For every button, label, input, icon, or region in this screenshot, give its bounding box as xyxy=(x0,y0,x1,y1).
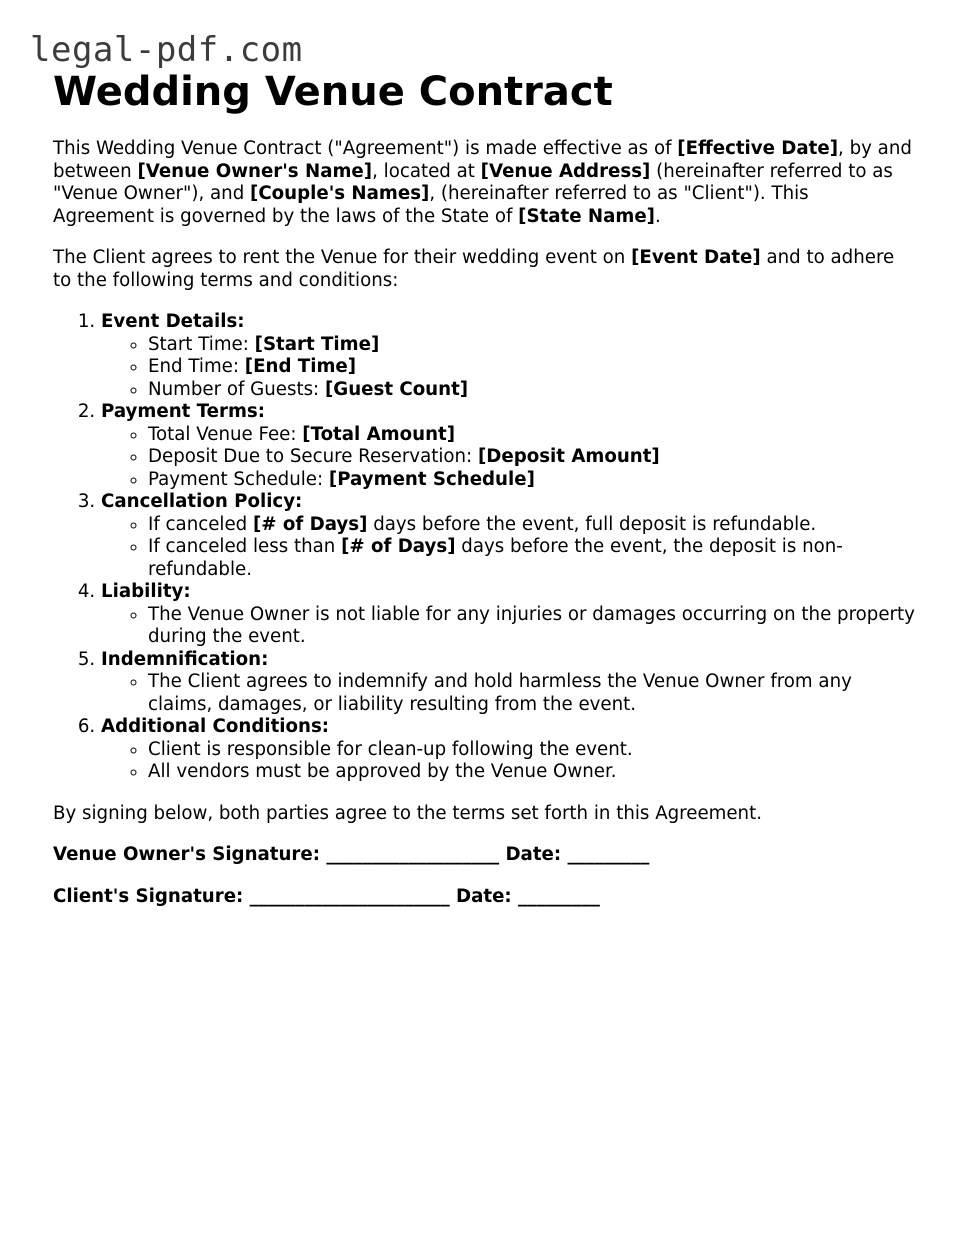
event-date-placeholder: [Event Date] xyxy=(631,247,761,268)
sub-list xyxy=(101,514,915,582)
list-item: ◦ Total Venue Fee: [Total Amount] xyxy=(148,424,915,447)
section-heading: Liability: xyxy=(101,581,191,602)
rent-paragraph: The Client agrees to rent the Venue for their wedding event on [Event Date] and to adhere to the following terms and conditions: xyxy=(53,247,895,291)
sub-list xyxy=(101,739,915,784)
client-signature-line: Client's Signature: ______________________ Date: _________ xyxy=(53,885,600,907)
effective-date-placeholder: [Effective Date] xyxy=(677,138,839,159)
closing-paragraph: By signing below, both parties agree to the terms set forth in this Agreement. xyxy=(53,802,762,824)
venue-owner-signature-line: Venue Owner's Signature: ___________________ Date: _________ xyxy=(53,844,650,865)
intro-paragraph: This Wedding Venue Contract ("Agreement") is made effective as of [Effective Date], by and between [Venue Owner's Name], located at [Venue Address] (hereinafter referred to as "Venue Owner"), and [Couple's Names], (hereinafter referred to as "Client"). This Agreement is governed by the laws of the State of [State Name]. xyxy=(53,138,912,227)
venue-address-placeholder: [Venue Address] xyxy=(480,160,651,182)
state-name-placeholder: [State Name] xyxy=(518,205,655,227)
list-item: ◦ Client is responsible for clean-up following the event. xyxy=(148,739,915,762)
list-item xyxy=(101,491,915,581)
list-item: ◦ The Venue Owner is not liable for any injuries or damages occurring on the property during the event. xyxy=(148,604,915,649)
list-item: ◦ End Time: [End Time] xyxy=(148,356,915,379)
sub-list xyxy=(101,671,915,716)
sub-list xyxy=(101,334,915,402)
section-heading: Cancellation Policy: xyxy=(101,491,303,512)
sub-list xyxy=(101,424,915,492)
list-item xyxy=(101,311,915,401)
list-item xyxy=(101,401,915,491)
section-heading: Event Details: xyxy=(101,311,245,332)
list-item: ◦ Number of Guests: [Guest Count] xyxy=(148,379,915,402)
venue-owner-name-placeholder: [Venue Owner's Name] xyxy=(137,160,373,182)
list-item: ◦ All vendors must be approved by the Venue Owner. xyxy=(148,761,915,784)
couples-names-placeholder: [Couple's Names] xyxy=(250,183,430,204)
terms-list xyxy=(53,311,915,784)
list-item: ◦ Payment Schedule: [Payment Schedule] xyxy=(148,469,915,492)
list-item xyxy=(101,716,915,784)
list-item xyxy=(101,581,915,649)
section-heading: Indemnification: xyxy=(101,648,269,670)
list-item: ◦ The Client agrees to indemnify and hold harmless the Venue Owner from any claims, damages, or liability resulting from the event. xyxy=(148,671,915,716)
list-item: ◦ Deposit Due to Secure Reservation: [Deposit Amount] xyxy=(148,446,915,469)
section-heading: Additional Conditions: xyxy=(101,716,330,737)
list-item: ◦ If canceled [# of Days] days before the event, full deposit is refundable. xyxy=(148,514,915,537)
list-item xyxy=(101,649,915,717)
sub-list xyxy=(101,604,915,649)
section-heading: Payment Terms: xyxy=(101,401,266,422)
watermark: legal-pdf.com xyxy=(30,30,303,70)
list-item: ◦ If canceled less than [# of Days] days before the event, the deposit is non-refundable. xyxy=(148,536,915,581)
page-title: Wedding Venue Contract xyxy=(53,69,613,115)
document-page xyxy=(53,68,915,908)
list-item: ◦ Start Time: [Start Time] xyxy=(148,334,915,357)
